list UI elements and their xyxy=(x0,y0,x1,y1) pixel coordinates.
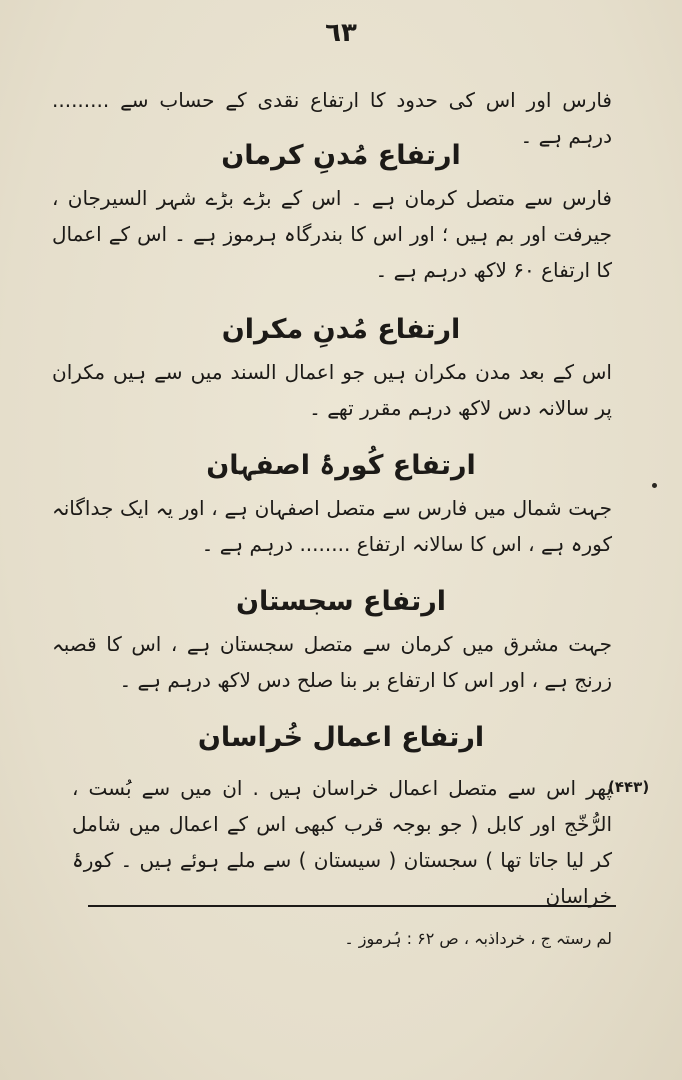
margin-dot xyxy=(652,483,657,488)
section-body-khurasan: پھر اس سے متصل اعمال خراسان ہیں . ان میں سے بُست ، الرُّخّج اور کابل ( جو بوجہ قرب کبھی اس کے اعمال میں شامل کر لیا جاتا تھا ) سجستان ( سیستان ) سے ملے ہوئے ہیں ۔ کورۂ خراسان xyxy=(72,776,612,908)
section-heading-kirman: ارتفاع مُدنِ کرمان xyxy=(221,140,461,171)
section-heading-sijistan: ارتفاع سجستان xyxy=(235,586,447,617)
margin-marker: (۴۴۳) xyxy=(608,778,650,796)
footnote-divider xyxy=(88,905,616,907)
intro-paragraph: فارس اور اس کی حدود کا ارتفاع نقدی کے حساب سے ......... درہم ہے ۔ xyxy=(52,88,612,148)
section-heading-makran: ارتفاع مُدنِ مکران xyxy=(221,314,461,345)
section-heading-isfahan: ارتفاع کُورۂ اصفہان xyxy=(206,450,476,481)
section-body-makran: اس کے بعد مدن مکران ہیں جو اعمال السند میں سے ہیں مکران پر سالانہ دس لاکھ درہم مقرر تھے ۔ xyxy=(52,360,612,420)
footnote: لم رستہ ج ، خرداذبہ ، ص ۶۲ : ہُرموز ۔ xyxy=(344,929,612,948)
section-body-kirman: فارس سے متصل کرمان ہے ۔ اس کے بڑے بڑے شہر السیرجان ، جیرفت اور بم ہیں ؛ اور اس کا بندرگاہ ہرموز ہے ۔ اس کے اعمال کا ارتفاع ۶۰ لاکھ درہم ہے ۔ xyxy=(52,186,612,282)
section-heading-khurasan: ارتفاع اعمال خُراسان xyxy=(197,722,485,753)
section-body-isfahan: جہت شمال میں فارس سے متصل اصفہان ہے ، اور یہ ایک جداگانہ کورہ ہے ، اس کا سالانہ ارتفاع ........ درہم ہے ۔ xyxy=(52,496,612,556)
section-body-sijistan: جہت مشرق میں کرمان سے متصل سجستان ہے ، اس کا قصبہ زرنج ہے ، اور اس کا ارتفاع بر بنا صلح دس لاکھ درہم ہے ۔ xyxy=(52,632,612,692)
page-number: ٦٣ xyxy=(325,18,357,48)
